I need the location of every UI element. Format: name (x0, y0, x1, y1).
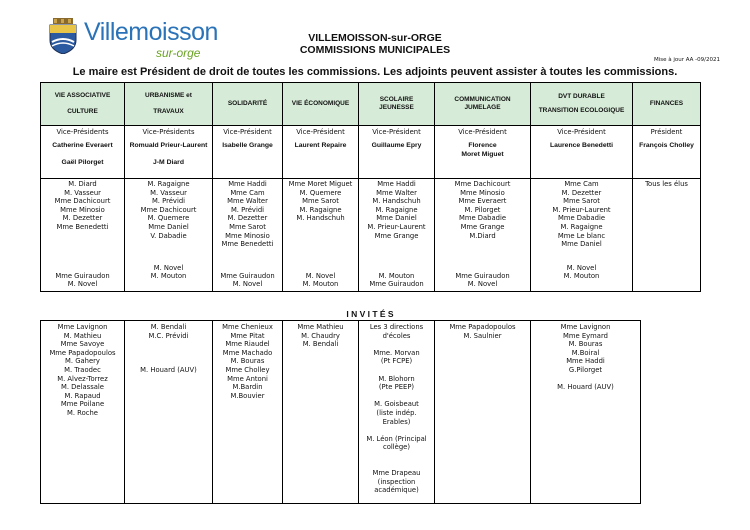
role-label: Vice-Présidents (142, 128, 195, 136)
invites-list (531, 323, 640, 392)
person-name: Mme Benedetti (221, 240, 274, 249)
person-name: (inspection (377, 477, 416, 486)
person-name: Mme Guiraudon (455, 271, 510, 280)
person-name: M. Bendali (150, 323, 187, 331)
spacer (359, 340, 434, 349)
members-list (213, 179, 282, 249)
person-name: (liste indép. (376, 408, 417, 417)
commission-title: FINANCES (649, 100, 684, 107)
commission-header (435, 83, 531, 126)
members-row (41, 179, 701, 292)
person-name: (Pt FCPE) (380, 357, 413, 366)
person-name: M.Bouvier (230, 391, 265, 400)
members-list-bottom (213, 272, 282, 289)
invites-list (435, 323, 530, 340)
person-name: Mme Daniel (148, 222, 189, 231)
vp-name: Catherine Everaert (52, 142, 113, 149)
person-name: M. Pilorget (464, 205, 501, 214)
members-list (531, 179, 632, 249)
vp-cell (435, 126, 531, 179)
person-name: Mme Cam (230, 188, 265, 197)
members-list-bottom (283, 272, 358, 289)
person-name: académique) (374, 486, 419, 495)
person-name: Mme Poilane (60, 400, 105, 409)
person-name: Mme Savoye (60, 340, 105, 349)
invites-cell (359, 321, 435, 504)
person-name: M. Novel (67, 280, 98, 289)
invites-cell (213, 321, 283, 504)
vp-cell (41, 126, 125, 179)
person-name: M. Vasseur (64, 188, 101, 197)
commission-header-row (41, 83, 701, 126)
person-name: M. Novel (153, 263, 184, 272)
commission-title: SCOLAIRE (379, 96, 414, 103)
document-title: VILLEMOISSON-sur-ORGE (308, 32, 442, 44)
invites-list (213, 323, 282, 400)
person-name: Mme Minosio (60, 205, 105, 214)
role-label: Vice-Président (557, 128, 606, 136)
person-name: Mme Grange (460, 222, 505, 231)
person-name: M. Bouras (230, 357, 265, 366)
person-name: M. Prévidi (230, 205, 265, 214)
members-list-bottom (435, 272, 530, 289)
commission-header (283, 83, 359, 126)
person-name: Mme Dachicourt (454, 180, 511, 188)
commission-title: VIE ASSOCIATIVE (54, 92, 111, 99)
members-list-bottom (531, 264, 632, 281)
spacer (531, 375, 640, 384)
invites-cell (125, 321, 213, 504)
commission-title: CULTURE (67, 108, 98, 115)
person-name: Mme Drapeau (372, 469, 421, 478)
person-name: Mme Moret Miguet (288, 180, 353, 188)
commission-title: JEUNESSE (379, 104, 414, 111)
person-name: M. Novel (566, 263, 597, 272)
vp-cell (125, 126, 213, 179)
person-name: (Pte PEEP) (378, 383, 415, 392)
person-name: Mme Guiraudon (55, 271, 110, 280)
document-subtitle: COMMISSIONS MUNICIPALES (299, 44, 451, 56)
person-name: Mme Cholley (225, 365, 270, 374)
person-name: M. Mouton (378, 271, 415, 280)
update-date: Mise à jour AA -09/2021 (653, 57, 720, 63)
commission-title: TRAVAUX (153, 108, 184, 115)
person-name: Mme Riaudel (225, 340, 270, 349)
members-list-bottom (359, 272, 434, 289)
role-label: Vice-Président (458, 128, 507, 136)
commission-title: DVT DURABLE (558, 93, 605, 100)
person-name: Mme Guiraudon (220, 271, 275, 280)
person-name: M. Mouton (563, 272, 600, 281)
person-name: M. Chaudry (301, 331, 340, 340)
vp-name: Romuald Prieur-Laurent (129, 142, 208, 149)
person-name: Mme Dabadie (557, 214, 606, 223)
person-name: Mme Sarot (563, 197, 600, 206)
members-list (633, 179, 700, 189)
person-name: M. Houard (AUV) (557, 383, 614, 392)
members-cell (531, 179, 633, 292)
person-name: Mme Dabadie (458, 214, 507, 223)
vp-name: Isabelle Grange (222, 142, 273, 149)
person-name: M. Saulnier (463, 331, 502, 340)
spacer (359, 452, 434, 461)
person-name: M. Mouton (150, 272, 187, 281)
person-name: Mme Chenieux (222, 323, 273, 331)
person-name: Mme Lavignon (57, 323, 108, 331)
person-name: Mme Grange (374, 231, 419, 240)
person-name: M. Rapaud (64, 391, 101, 400)
spacer (125, 349, 212, 358)
commission-header (359, 83, 435, 126)
person-name: M. Dezetter (62, 214, 103, 223)
invites-label: I N V I T É S (346, 309, 394, 319)
person-name: Mme Minosio (225, 231, 270, 240)
person-name: M. Ragaigne (299, 205, 342, 214)
commissions-table (40, 82, 701, 292)
members-list-bottom (125, 264, 212, 281)
commission-title: SOLIDARITÉ (227, 100, 268, 107)
person-name: M. Gahery (65, 357, 100, 366)
person-name: M. Quemere (147, 214, 190, 223)
invites-cell (41, 321, 125, 504)
spacer (359, 426, 434, 435)
role-label: Vice-Présidents (56, 128, 109, 136)
vp-name: Moret Miguet (461, 151, 504, 158)
commission-title: URBANISME et (145, 92, 192, 99)
vp-name: Laurence Benedetti (549, 142, 614, 149)
person-name: M. Ragaigne (147, 180, 190, 188)
person-name: Mme Papadopoulos (49, 348, 116, 357)
members-cell (213, 179, 283, 292)
person-name: Mme Eymard (563, 331, 608, 340)
logo-wordmark: Villemoisson (84, 18, 218, 46)
person-name: M. Mathieu (63, 331, 102, 340)
spacer (359, 392, 434, 401)
person-name: Mme Dachicourt (140, 205, 197, 214)
person-name: M. Bouras (568, 340, 603, 349)
commission-header (41, 83, 125, 126)
commission-header (125, 83, 213, 126)
person-name: M.C. Prévidi (148, 331, 189, 340)
person-name: Mme Guiraudon (369, 280, 424, 289)
person-name: G.Pilorget (568, 365, 603, 374)
person-name: Mme Walter (376, 188, 417, 197)
person-name: Mme Benedetti (56, 222, 109, 231)
person-name: M. Ragaigne (375, 205, 418, 214)
person-name: V. Dabadie (150, 231, 187, 240)
vp-name: Gaël Pilorget (61, 159, 104, 166)
person-name: Mme Haddi (377, 180, 416, 188)
vp-name: J-M Diard (153, 159, 184, 166)
person-name: Mme Machado (222, 348, 273, 357)
person-name: M. Traodec (64, 365, 101, 374)
invites-cell (435, 321, 531, 504)
vp-cell (531, 126, 633, 179)
vp-name: François Cholley (639, 142, 694, 149)
person-name: Mme Sarot (229, 222, 266, 231)
person-name: M. Blohorn (378, 374, 415, 383)
person-name: M. Houard (AUV) (140, 365, 197, 374)
invites-list (125, 323, 212, 375)
person-name: Mme Minosio (460, 188, 505, 197)
commission-header (633, 83, 701, 126)
person-name: M. Alvez-Torrez (57, 374, 108, 383)
person-name: Mme Le blanc (557, 231, 606, 240)
members-cell (283, 179, 359, 292)
person-name: Mme Daniel (561, 240, 602, 249)
vp-name: Guillaume Epry (371, 142, 422, 149)
invites-list (283, 323, 358, 349)
vp-cell (213, 126, 283, 179)
person-name: M. Vasseur (150, 188, 187, 197)
person-name: Mme Pitat (230, 331, 265, 340)
person-name: Mme. Morvan (373, 348, 420, 357)
person-name: M. Ragaigne (560, 222, 603, 231)
person-name: collège) (382, 443, 410, 452)
person-name: Erables) (382, 417, 411, 426)
commission-header (213, 83, 283, 126)
spacer (359, 366, 434, 375)
person-name: M. Dezetter (227, 214, 268, 223)
person-name: Mme Lavignon (560, 323, 611, 331)
role-label: Vice-Président (372, 128, 421, 136)
person-name: M. Delassale (61, 383, 104, 392)
person-name: Tous les élus (645, 180, 688, 188)
role-label: Vice-Président (296, 128, 345, 136)
person-name: M. Bendali (302, 340, 339, 349)
members-cell (41, 179, 125, 292)
members-list-bottom (41, 272, 124, 289)
members-list (41, 179, 124, 232)
person-name: Mme Antoni (227, 374, 268, 383)
invites-list (41, 323, 124, 418)
person-name: M. Novel (232, 280, 263, 289)
mayor-note: Le maire est Président de droit de toutes les commissions. Les adjoints peuvent assister à toutes les commissions. (72, 66, 678, 78)
person-name: M.Bardin (232, 383, 263, 392)
person-name: Mme Everaert (458, 197, 507, 206)
members-list (125, 179, 212, 240)
person-name: M. Léon (Principal (366, 434, 427, 443)
person-name: Mme Haddi (228, 180, 267, 188)
members-cell (359, 179, 435, 292)
commission-title: TRANSITION ECOLOGIQUE (538, 107, 625, 114)
person-name: M. Novel (305, 271, 336, 280)
person-name: Mme Daniel (376, 214, 417, 223)
vp-cell (359, 126, 435, 179)
person-name: M. Mouton (302, 280, 339, 289)
person-name: Mme Mathieu (297, 323, 344, 331)
person-name: M. Diard (68, 180, 97, 188)
person-name: Mme Papadopoulos (449, 323, 516, 331)
person-name: M. Quemere (299, 188, 342, 197)
members-list (283, 179, 358, 223)
members-cell (435, 179, 531, 292)
person-name: M. Novel (467, 280, 498, 289)
invites-list (359, 323, 434, 495)
person-name: d'écoles (382, 331, 411, 340)
vp-name: Laurent Repaire (294, 142, 347, 149)
invites-cell (531, 321, 641, 504)
person-name: M.Boiral (571, 348, 600, 357)
person-name: M. Goisbeaut (374, 400, 419, 409)
person-name: M. Prieur-Laurent (367, 222, 426, 231)
spacer (125, 357, 212, 366)
person-name: M. Handschuh (296, 214, 345, 223)
person-name: Mme Haddi (566, 357, 605, 366)
person-name: M. Dezetter (561, 188, 602, 197)
vp-cell (283, 126, 359, 179)
person-name: M.Diard (469, 231, 496, 240)
person-name: M. Handschuh (372, 197, 421, 206)
person-name: Mme Sarot (302, 197, 339, 206)
commission-title: COMMUNICATION (454, 96, 511, 103)
logo-subtitle: sur-orge (156, 46, 201, 60)
person-name: M. Prieur-Laurent (552, 205, 611, 214)
invites-cell (283, 321, 359, 504)
role-label: Vice-Président (223, 128, 272, 136)
spacer (359, 461, 434, 470)
commission-title: JUMELAGE (464, 104, 501, 111)
person-name: M. Prévidi (151, 197, 186, 206)
person-name: Mme Dachicourt (54, 197, 111, 206)
invites-table (40, 320, 641, 504)
person-name: M. Roche (67, 408, 98, 417)
role-label: Président (650, 128, 683, 136)
members-list (435, 179, 530, 240)
person-name: Mme Cam (564, 180, 599, 188)
person-name: Mme Walter (227, 197, 268, 206)
vice-president-row (41, 126, 701, 179)
members-cell (125, 179, 213, 292)
person-name: Les 3 directions (369, 323, 424, 331)
commission-title: VIE ÉCONOMIQUE (291, 100, 350, 107)
vp-cell (633, 126, 701, 179)
vp-name: Florence (468, 142, 497, 149)
members-cell (633, 179, 701, 292)
invites-row (41, 321, 641, 504)
members-list (359, 179, 434, 240)
spacer (125, 340, 212, 349)
commission-header (531, 83, 633, 126)
